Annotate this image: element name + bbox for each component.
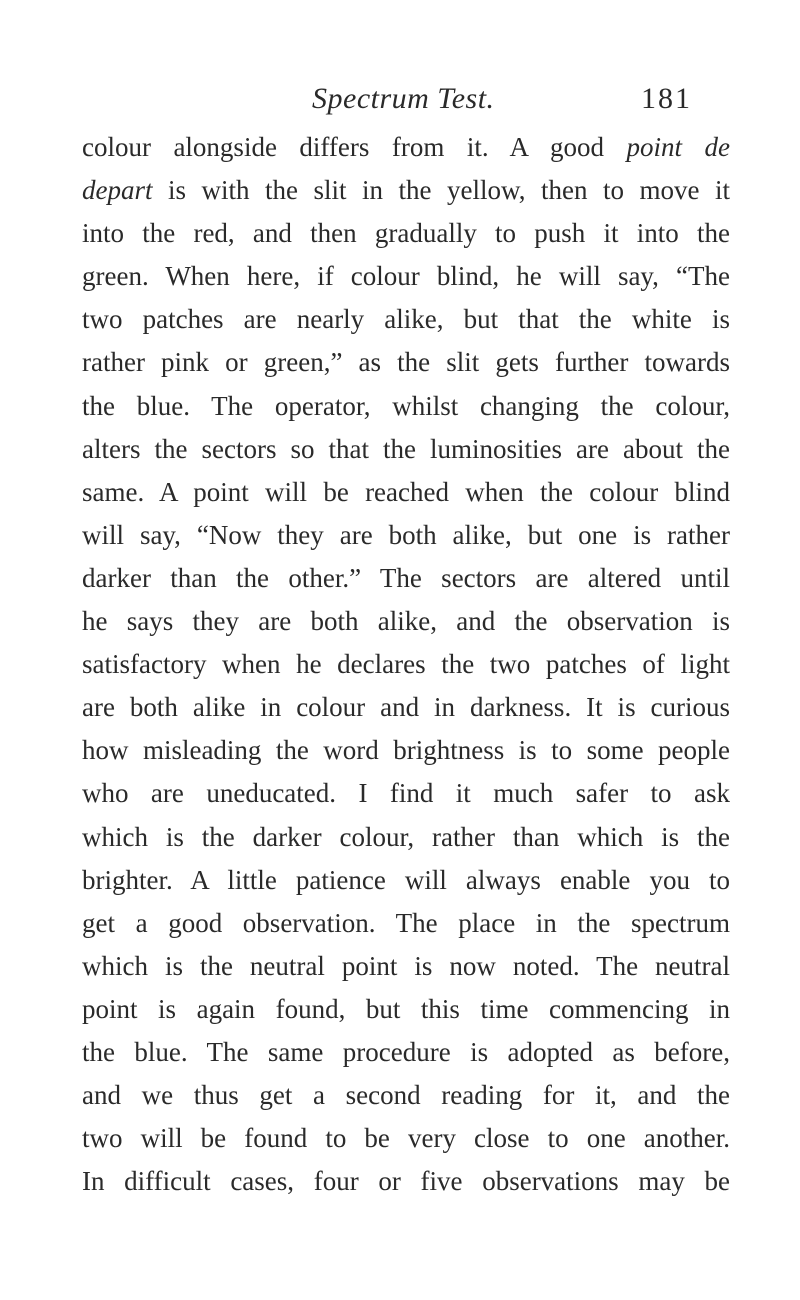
text-line: the blue. The operator, whilst changing the colour, xyxy=(82,390,730,421)
text-line: and we thus get a second reading for it, and the xyxy=(82,1080,730,1111)
text-line: which is the darker colour, rather than which is the xyxy=(82,821,730,852)
text-line: into the red, and then gradually to push it into the xyxy=(82,218,730,249)
text-line: two patches are nearly alike, but that the white is xyxy=(82,304,730,335)
text-line: are both alike in colour and in darkness. It is curious xyxy=(82,692,730,723)
text-line: satisfactory when he declares the two patches of light xyxy=(82,649,730,680)
text-line: brighter. A little patience will always enable you to xyxy=(82,864,730,895)
text-line: rather pink or green,” as the slit gets further towards xyxy=(82,347,730,378)
text-line: which is the neutral point is now noted. The neutral xyxy=(82,950,730,981)
text-line: colour alongside differs from it. A good point de xyxy=(82,132,730,162)
text-line: will say, “Now they are both alike, but one is rather xyxy=(82,519,730,550)
page-number: 181 xyxy=(641,82,692,115)
text-line: darker than the other.” The sectors are altered until xyxy=(82,562,730,593)
running-head xyxy=(0,82,800,116)
running-title: Spectrum Test. xyxy=(312,82,495,115)
text-line: get a good observation. The place in the spectrum xyxy=(82,907,730,938)
text-line: the blue. The same procedure is adopted as before, xyxy=(82,1036,730,1067)
text-line: alters the sectors so that the luminosities are about the xyxy=(82,433,730,464)
text-line: depart is with the slit in the yellow, then to move it xyxy=(82,175,730,206)
text-line: two will be found to be very close to one another. xyxy=(82,1123,730,1154)
text-line: point is again found, but this time commencing in xyxy=(82,993,730,1024)
body-paragraph xyxy=(82,126,730,1203)
text-line: who are uneducated. I find it much safer to ask xyxy=(82,778,730,809)
text-line: In difficult cases, four or five observations may be xyxy=(82,1166,730,1197)
text-line: how misleading the word brightness is to some people xyxy=(82,735,730,766)
text-line: green. When here, if colour blind, he will say, “The xyxy=(82,261,730,292)
text-line: same. A point will be reached when the colour blind xyxy=(82,476,730,507)
text-line: he says they are both alike, and the observation is xyxy=(82,606,730,637)
